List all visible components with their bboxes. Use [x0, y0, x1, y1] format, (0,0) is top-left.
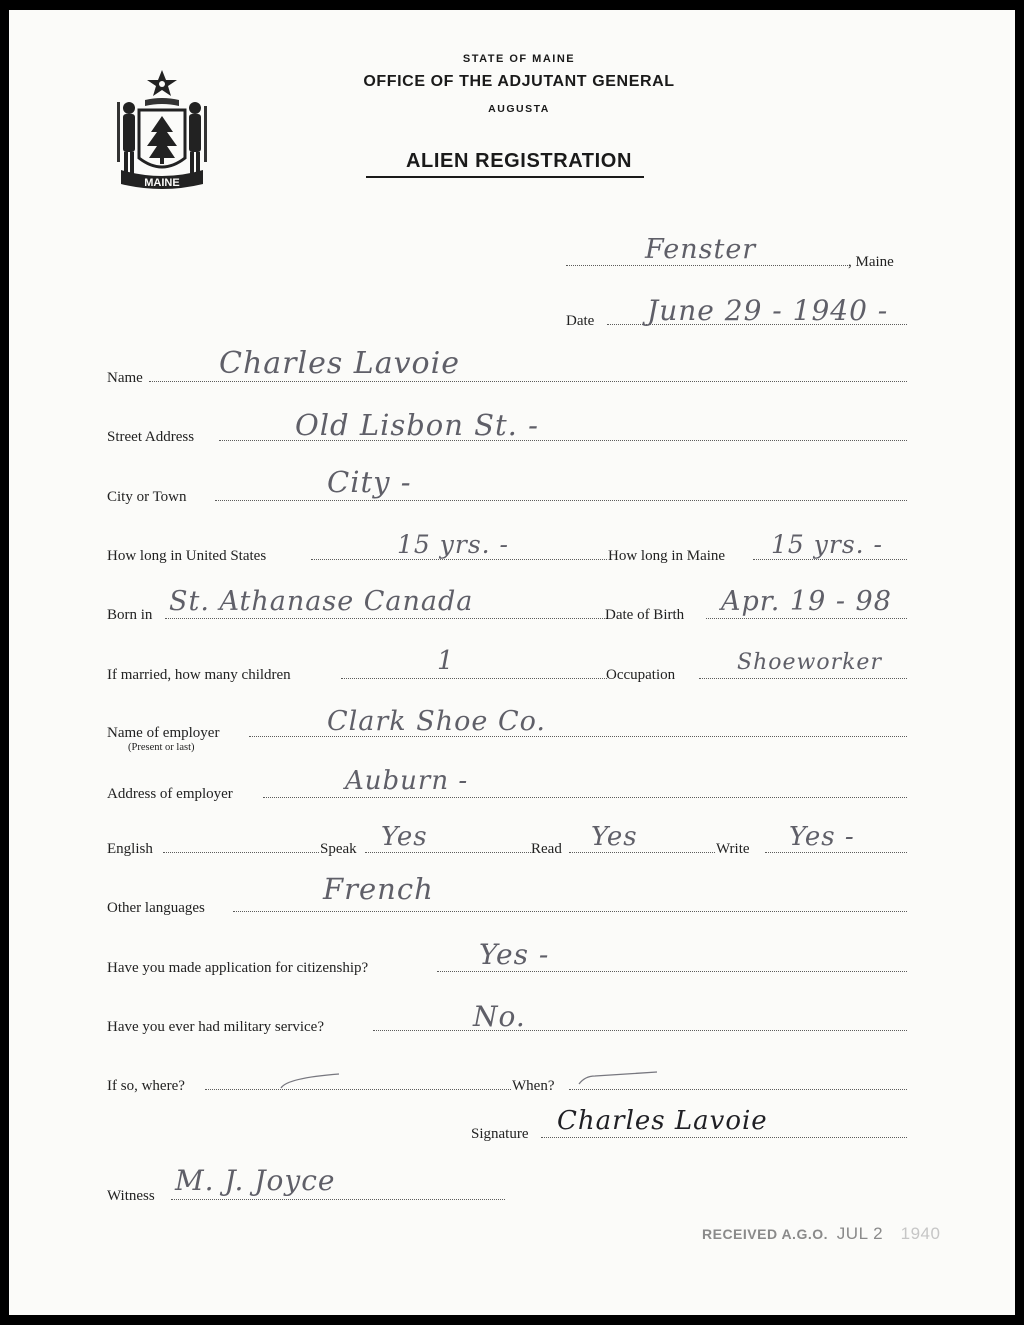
witness-line [171, 1199, 505, 1200]
how-long-us-line [311, 559, 607, 560]
witness-value: M. J. Joyce [175, 1164, 336, 1197]
other-languages-label: Other languages [107, 900, 205, 916]
received-stamp [702, 1224, 940, 1244]
english-label: English [107, 841, 153, 857]
witness-label: Witness [107, 1188, 155, 1204]
occupation-value: Shoeworker [737, 650, 882, 675]
city-or-town-label: City or Town [107, 489, 187, 505]
street-address-label: Street Address [107, 429, 195, 445]
date-value: June 29 - 1940 - [647, 294, 889, 327]
stamp-year: 1940 [900, 1224, 941, 1243]
occupation-line [699, 678, 907, 679]
stamp-text: RECEIVED A.G.O. [702, 1226, 829, 1242]
town-line [566, 265, 848, 266]
stamp-date: JUL 2 [836, 1224, 884, 1243]
header-city: AUGUSTA [488, 103, 550, 115]
children-line [341, 678, 607, 679]
employer-name-sublabel: (Present or last) [128, 742, 195, 753]
if-so-where-label: If so, where? [107, 1078, 185, 1094]
how-long-maine-value: 15 yrs. - [771, 530, 884, 559]
town-suffix-label: , Maine [848, 254, 894, 270]
date-label: Date [566, 313, 595, 329]
military-service-line [373, 1030, 907, 1031]
employer-name-value: Clark Shoe Co. [327, 706, 546, 737]
how-long-maine-line [753, 559, 907, 560]
city-or-town-value: City - [327, 465, 412, 499]
city-or-town-line [215, 500, 907, 501]
employer-address-value: Auburn - [345, 766, 469, 796]
children-label: If married, how many children [107, 667, 291, 683]
signature-value: Charles Lavoie [557, 1106, 768, 1136]
read-label: Read [531, 841, 562, 857]
employer-address-label: Address of employer [107, 786, 233, 802]
title-underline [366, 176, 644, 178]
svg-text:MAINE: MAINE [144, 177, 180, 189]
citizenship-application-line [437, 971, 907, 972]
english-line [163, 852, 319, 853]
employer-address-line [263, 797, 907, 798]
date-of-birth-label: Date of Birth [605, 607, 685, 623]
form-title: ALIEN REGISTRATION [406, 150, 632, 172]
write-label: Write [716, 841, 750, 857]
other-languages-line [233, 911, 907, 912]
signature-label: Signature [471, 1126, 529, 1142]
header-state: STATE OF MAINE [462, 53, 576, 65]
speak-line [365, 852, 531, 853]
military-service-label: Have you ever had military service? [107, 1019, 324, 1035]
read-value: Yes [591, 822, 638, 852]
header-office: OFFICE OF THE ADJUTANT GENERAL [363, 73, 675, 90]
name-line [149, 381, 907, 382]
town-value: Fenster [645, 234, 757, 265]
citizenship-application-value: Yes - [479, 938, 550, 971]
other-languages-value: French [323, 872, 434, 906]
signature-line [541, 1137, 907, 1138]
name-value: Charles Lavoie [219, 346, 460, 381]
employer-name-label: Name of employer [107, 725, 220, 741]
date-of-birth-line [706, 618, 907, 619]
state-seal-icon [109, 66, 215, 194]
military-service-value: No. [473, 1000, 526, 1033]
read-line [569, 852, 715, 853]
speak-value: Yes [381, 822, 428, 852]
date-of-birth-value: Apr. 19 - 98 [721, 586, 892, 617]
born-in-value: St. Athanase Canada [169, 586, 474, 617]
children-value: 1 [437, 646, 455, 676]
occupation-label: Occupation [606, 667, 676, 683]
how-long-maine-label: How long in Maine [608, 548, 726, 564]
born-in-label: Born in [107, 607, 153, 623]
speak-label: Speak [320, 841, 357, 857]
name-label: Name [107, 370, 143, 386]
how-long-us-value: 15 yrs. - [397, 530, 510, 559]
write-value: Yes - [789, 822, 855, 852]
citizenship-application-label: Have you made application for citizenship? [107, 960, 369, 976]
when-label: When? [512, 1078, 555, 1094]
born-in-line [165, 618, 607, 619]
write-line [765, 852, 907, 853]
how-long-us-label: How long in United States [107, 548, 267, 564]
form-sheet [9, 10, 1015, 1315]
where-dash-mark [279, 1068, 659, 1092]
street-address-value: Old Lisbon St. - [295, 408, 539, 442]
